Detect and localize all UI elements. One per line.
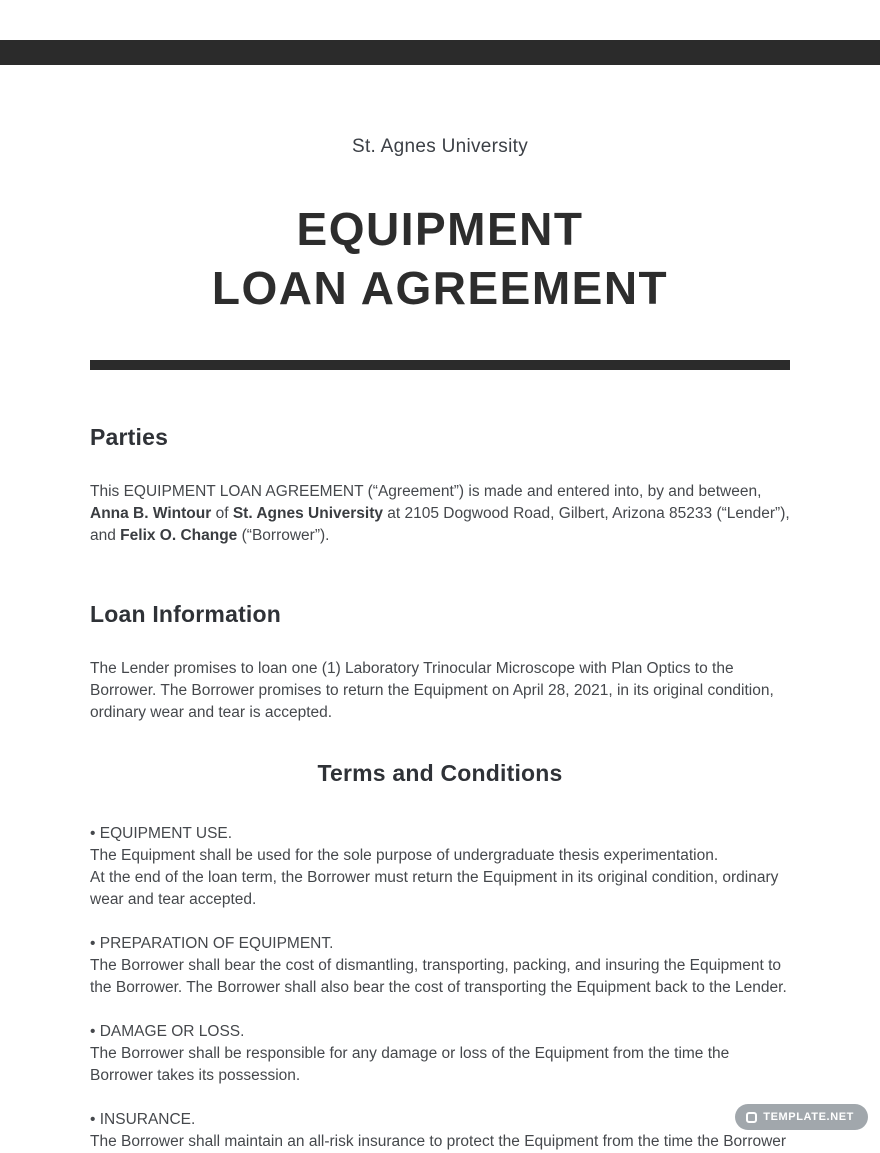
organization-name: St. Agnes University (351, 136, 529, 157)
title-divider (90, 360, 790, 370)
templatenet-logo-icon (746, 1112, 757, 1123)
term-item-damage-or-loss (90, 1021, 790, 1087)
term-title: • DAMAGE OR LOSS. (90, 1022, 245, 1040)
terms-section (90, 760, 790, 1153)
term-title: • INSURANCE. (90, 1110, 196, 1128)
lender-name: Anna B. Wintour (90, 504, 212, 522)
term-title: • PREPARATION OF EQUIPMENT. (90, 934, 334, 952)
term-item-equipment-use (90, 823, 790, 911)
term-item-insurance (90, 1109, 790, 1153)
term-item-preparation (90, 933, 790, 999)
term-title: • EQUIPMENT USE. (90, 824, 233, 842)
parties-section (90, 424, 790, 547)
parties-heading: Parties (90, 423, 169, 450)
document-page (90, 0, 790, 1153)
parties-connector: of (211, 504, 233, 522)
term-body: The Borrower shall maintain an all-risk insurance to protect the Equipment from the time the Borrower (90, 1132, 787, 1150)
loan-info-section (90, 601, 790, 724)
term-body: The Borrower shall be responsible for any damage or loss of the Equipment from the time the Borrower takes its possession. (90, 1044, 730, 1084)
lender-organization: St. Agnes University (232, 504, 383, 522)
borrower-name: Felix O. Change (120, 526, 238, 544)
parties-paragraph (90, 481, 790, 547)
parties-intro: This EQUIPMENT LOAN AGREEMENT (“Agreement”) is made and entered into, by and between, (90, 482, 762, 500)
templatenet-badge[interactable] (735, 1104, 868, 1130)
loan-info-paragraph: The Lender promises to loan one (1) Laboratory Trinocular Microscope with Plan Optics to the Borrower. The Borrower promises to return the Equipment on April 28, 2021, in its original condition, ordinary wear and tear is accepted. (90, 659, 774, 721)
parties-borrower-suffix: (“Borrower”). (237, 526, 330, 544)
title-line-2: LOAN AGREEMENT (211, 261, 669, 314)
title-line-1: EQUIPMENT (296, 203, 584, 255)
term-body: The Borrower shall bear the cost of dismantling, transporting, packing, and insuring the Equipment to the Borrower. The Borrower shall also bear the cost of transporting the Equipment back to the Lender. (90, 956, 787, 996)
templatenet-label: TEMPLATE.NET (763, 1111, 854, 1123)
term-body: The Equipment shall be used for the sole purpose of undergraduate thesis experimentation. At the end of the loan term, the Borrower must return the Equipment in its original condition, ordinary wear and tear accepted. (90, 846, 779, 908)
terms-heading: Terms and Conditions (317, 759, 563, 786)
document-title (90, 200, 790, 318)
loan-info-heading: Loan Information (90, 600, 282, 627)
parties-address: at 2105 Dogwood Road, Gilbert, Arizona 85233 (“Lender”), and (90, 504, 790, 544)
